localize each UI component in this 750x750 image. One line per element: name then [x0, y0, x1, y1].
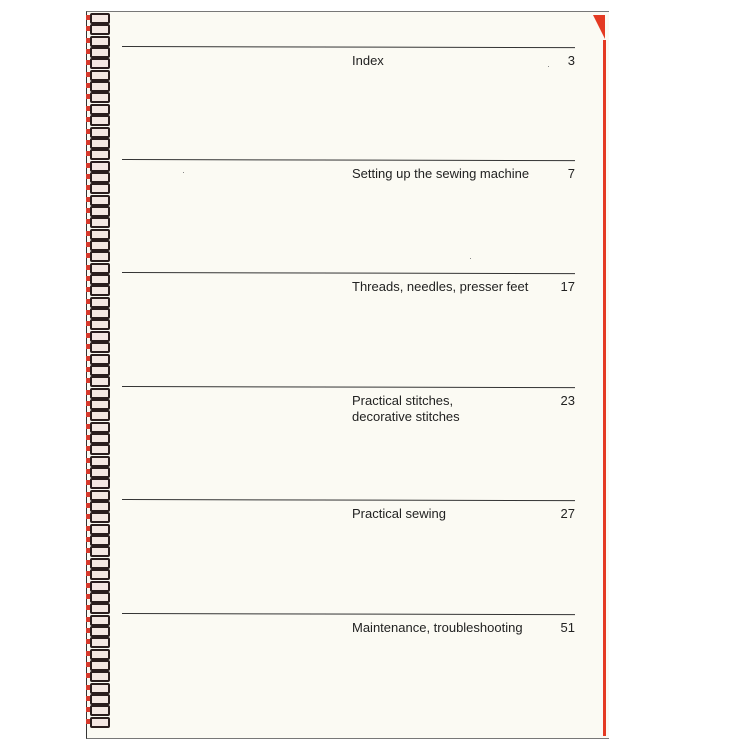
spiral-ring	[86, 432, 108, 442]
spiral-ring	[86, 69, 108, 79]
spiral-ring-wire	[90, 13, 110, 24]
spiral-ring	[86, 364, 108, 374]
spiral-ring-wire	[90, 581, 110, 592]
spiral-ring	[86, 194, 108, 204]
spiral-ring	[86, 273, 108, 283]
spiral-ring-wire	[90, 660, 110, 671]
spiral-ring-wire	[90, 240, 110, 251]
spiral-ring-wire	[90, 183, 110, 194]
spiral-ring	[86, 716, 108, 726]
spiral-ring	[86, 568, 108, 578]
spiral-ring-wire	[90, 331, 110, 342]
spiral-ring	[86, 375, 108, 385]
spiral-ring-wire	[90, 229, 110, 240]
spiral-ring-wire	[90, 206, 110, 217]
spiral-ring	[86, 704, 108, 714]
spiral-ring-wire	[90, 342, 110, 353]
spiral-ring-wire	[90, 433, 110, 444]
spiral-ring-wire	[90, 319, 110, 330]
spiral-ring	[86, 534, 108, 544]
spiral-ring	[86, 137, 108, 147]
spiral-ring	[86, 500, 108, 510]
spiral-ring	[86, 614, 108, 624]
paper-speck	[183, 172, 184, 173]
manual-page	[86, 11, 609, 739]
spiral-ring	[86, 557, 108, 567]
spiral-ring	[86, 636, 108, 646]
spiral-ring-wire	[90, 115, 110, 126]
spiral-ring-wire	[90, 546, 110, 557]
spiral-ring-wire	[90, 263, 110, 274]
spiral-ring	[86, 466, 108, 476]
toc-title: Practical stitches, decorative stitches	[352, 393, 460, 424]
spiral-ring-wire	[90, 388, 110, 399]
spiral-ring-wire	[90, 365, 110, 376]
spiral-ring-wire	[90, 81, 110, 92]
spiral-ring	[86, 670, 108, 680]
spiral-ring-wire	[90, 478, 110, 489]
spiral-ring-wire	[90, 58, 110, 69]
spiral-ring-wire	[90, 172, 110, 183]
spiral-ring	[86, 398, 108, 408]
spiral-ring-wire	[90, 36, 110, 47]
spiral-ring-wire	[90, 399, 110, 410]
spiral-ring	[86, 80, 108, 90]
spiral-ring	[86, 91, 108, 101]
spiral-ring-wire	[90, 92, 110, 103]
spiral-ring	[86, 511, 108, 521]
spiral-ring-wire	[90, 376, 110, 387]
paper-speck	[470, 258, 471, 259]
spiral-ring-wire	[90, 127, 110, 138]
toc-page-number: 17	[560, 279, 575, 294]
spiral-ring-wire	[90, 467, 110, 478]
spiral-ring-wire	[90, 285, 110, 296]
paper-speck	[548, 66, 549, 67]
spiral-ring	[86, 602, 108, 612]
spiral-ring	[86, 216, 108, 226]
spiral-ring-wire	[90, 649, 110, 660]
spiral-ring	[86, 284, 108, 294]
spiral-ring-wire	[90, 456, 110, 467]
spiral-ring	[86, 387, 108, 397]
spiral-ring-wire	[90, 512, 110, 523]
spiral-ring	[86, 182, 108, 192]
spiral-ring	[86, 353, 108, 363]
spiral-ring-wire	[90, 149, 110, 160]
spiral-ring	[86, 46, 108, 56]
toc-page-number: 7	[567, 166, 575, 181]
spiral-ring-wire	[90, 717, 110, 728]
spiral-binding	[84, 12, 112, 738]
spiral-ring-wire	[90, 535, 110, 546]
spiral-ring-wire	[90, 297, 110, 308]
spiral-ring	[86, 693, 108, 703]
spiral-ring	[86, 23, 108, 33]
spiral-ring	[86, 318, 108, 328]
spiral-ring-wire	[90, 354, 110, 365]
spiral-ring-wire	[90, 603, 110, 614]
spiral-ring	[86, 591, 108, 601]
spiral-ring-wire	[90, 24, 110, 35]
red-corner-marker	[593, 15, 605, 39]
spiral-ring-wire	[90, 592, 110, 603]
spiral-ring-wire	[90, 683, 110, 694]
spiral-ring	[86, 443, 108, 453]
spiral-ring	[86, 35, 108, 45]
toc-page-number: 51	[560, 620, 575, 635]
spiral-ring-wire	[90, 615, 110, 626]
spiral-ring	[86, 160, 108, 170]
spiral-ring-wire	[90, 444, 110, 455]
spiral-ring-wire	[90, 161, 110, 172]
toc-page-number: 3	[567, 53, 575, 68]
spiral-ring	[86, 12, 108, 22]
spiral-ring	[86, 330, 108, 340]
spiral-ring-wire	[90, 558, 110, 569]
spiral-ring	[86, 307, 108, 317]
spiral-ring-wire	[90, 274, 110, 285]
spiral-ring	[86, 682, 108, 692]
spiral-ring-wire	[90, 70, 110, 81]
spiral-ring-wire	[90, 410, 110, 421]
spiral-ring-wire	[90, 569, 110, 580]
spiral-ring	[86, 114, 108, 124]
spiral-ring	[86, 250, 108, 260]
spiral-ring	[86, 205, 108, 215]
spiral-ring-wire	[90, 422, 110, 433]
toc-page-number: 23	[560, 393, 575, 408]
spiral-ring	[86, 455, 108, 465]
spiral-ring-wire	[90, 694, 110, 705]
spiral-ring-wire	[90, 671, 110, 682]
spiral-ring	[86, 477, 108, 487]
spiral-ring	[86, 228, 108, 238]
spiral-ring	[86, 545, 108, 555]
spiral-ring-wire	[90, 308, 110, 319]
toc-title: Threads, needles, presser feet	[352, 279, 529, 294]
spiral-ring-wire	[90, 501, 110, 512]
spiral-ring	[86, 489, 108, 499]
spiral-ring-wire	[90, 195, 110, 206]
spiral-ring	[86, 409, 108, 419]
spiral-ring	[86, 239, 108, 249]
spiral-ring	[86, 580, 108, 590]
toc-page-number: 27	[560, 506, 575, 521]
spiral-ring-wire	[90, 104, 110, 115]
spiral-ring	[86, 262, 108, 272]
spiral-ring-wire	[90, 217, 110, 228]
toc-title: Practical sewing	[352, 506, 446, 521]
spiral-ring	[86, 341, 108, 351]
spiral-ring-wire	[90, 138, 110, 149]
spiral-ring	[86, 148, 108, 158]
toc-title: Maintenance, troubleshooting	[352, 620, 523, 635]
red-page-edge	[603, 40, 606, 736]
spiral-ring	[86, 126, 108, 136]
spiral-ring	[86, 648, 108, 658]
spiral-ring	[86, 523, 108, 533]
spiral-ring-wire	[90, 626, 110, 637]
spiral-ring	[86, 625, 108, 635]
spiral-ring-wire	[90, 47, 110, 58]
spiral-ring	[86, 57, 108, 67]
toc-title: Setting up the sewing machine	[352, 166, 530, 181]
spiral-ring	[86, 103, 108, 113]
spiral-ring-wire	[90, 251, 110, 262]
spiral-ring-wire	[90, 524, 110, 535]
spiral-ring	[86, 659, 108, 669]
toc-title: Index	[352, 53, 384, 68]
spiral-ring	[86, 421, 108, 431]
spiral-ring-wire	[90, 705, 110, 716]
spiral-ring	[86, 296, 108, 306]
spiral-ring	[86, 171, 108, 181]
spiral-ring-wire	[90, 637, 110, 648]
spiral-ring-wire	[90, 490, 110, 501]
